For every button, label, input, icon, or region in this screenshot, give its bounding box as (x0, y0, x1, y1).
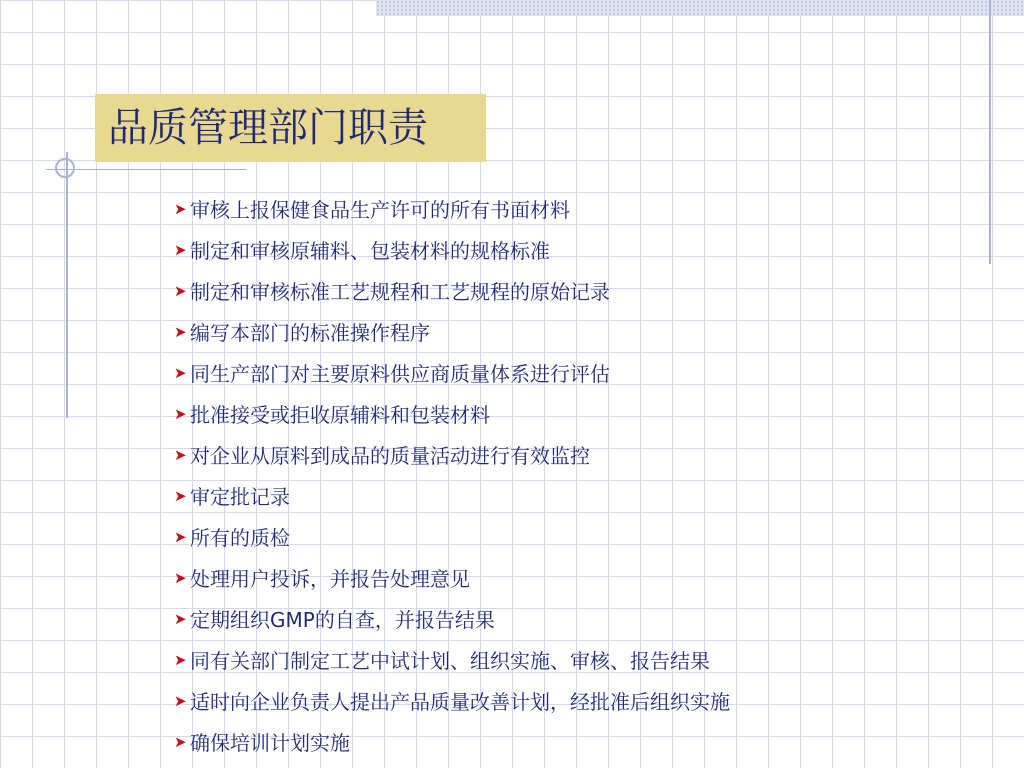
list-item (174, 394, 730, 435)
list-item-text: 定期组织GMP的自查，并报告结果 (190, 607, 495, 632)
list-item-text: 处理用户投诉，并报告处理意见 (190, 566, 470, 591)
list-item (174, 189, 730, 230)
list-item-text: 制定和审核标准工艺规程和工艺规程的原始记录 (190, 279, 610, 304)
arrowhead-bullet-icon: ➤ (174, 610, 187, 628)
slide-title-box (95, 94, 486, 162)
arrowhead-bullet-icon: ➤ (174, 200, 187, 218)
list-item-text: 审定批记录 (190, 484, 290, 509)
arrowhead-bullet-icon: ➤ (174, 446, 187, 464)
arrowhead-bullet-icon: ➤ (174, 733, 187, 751)
arrowhead-bullet-icon: ➤ (174, 241, 187, 259)
list-item-text: 批准接受或拒收原辅料和包装材料 (190, 402, 490, 427)
list-item (174, 722, 730, 763)
list-item (174, 681, 730, 722)
list-item (174, 435, 730, 476)
top-decorative-band (376, 0, 1024, 16)
arrowhead-bullet-icon: ➤ (174, 364, 187, 382)
list-item (174, 558, 730, 599)
list-item (174, 517, 730, 558)
list-item (174, 271, 730, 312)
arrowhead-bullet-icon: ➤ (174, 323, 187, 341)
list-item (174, 353, 730, 394)
list-item (174, 640, 730, 681)
list-item-text: 制定和审核原辅料、包装材料的规格标准 (190, 238, 550, 263)
list-item-text: 同有关部门制定工艺中试计划、组织实施、审核、报告结果 (190, 648, 710, 673)
arrowhead-bullet-icon: ➤ (174, 405, 187, 423)
list-item-text: 编写本部门的标准操作程序 (190, 320, 430, 345)
list-item-text: 所有的质检 (190, 525, 290, 550)
list-item (174, 476, 730, 517)
title-underline-decorative-line (46, 169, 246, 170)
left-decorative-line (66, 152, 68, 418)
list-item-text: 适时向企业负责人提出产品质量改善计划，经批准后组织实施 (190, 689, 730, 714)
arrowhead-bullet-icon: ➤ (174, 528, 187, 546)
list-item-text: 审核上报保健食品生产许可的所有书面材料 (190, 197, 570, 222)
list-item (174, 230, 730, 271)
arrowhead-bullet-icon: ➤ (174, 282, 187, 300)
arrowhead-bullet-icon: ➤ (174, 651, 187, 669)
slide-title: 品质管理部门职责 (108, 105, 428, 151)
arrowhead-bullet-icon: ➤ (174, 692, 187, 710)
list-item-text: 确保培训计划实施 (190, 730, 350, 755)
arrowhead-bullet-icon: ➤ (174, 487, 187, 505)
responsibility-list (174, 189, 730, 763)
list-item-text: 对企业从原料到成品的质量活动进行有效监控 (190, 443, 590, 468)
circle-ornament-icon (55, 158, 75, 178)
list-item (174, 312, 730, 353)
list-item-text: 同生产部门对主要原料供应商质量体系进行评估 (190, 361, 610, 386)
list-item (174, 599, 730, 640)
right-decorative-line (989, 0, 991, 264)
arrowhead-bullet-icon: ➤ (174, 569, 187, 587)
